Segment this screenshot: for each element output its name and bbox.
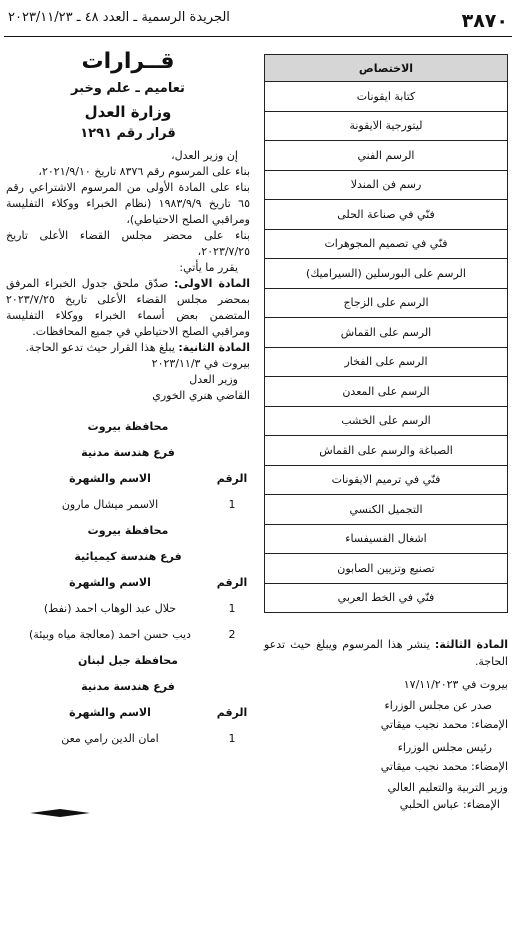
expert-section [6,648,250,752]
prime-minister-title: رئيس مجلس الوزراء [397,741,492,754]
list-header [6,700,250,726]
col-number: الرقم [216,576,248,589]
article-2 [6,340,250,356]
entry-number: 1 [228,602,236,615]
governorate-title: محافظة بيروت [87,420,169,433]
preamble-2: بناء على المرسوم رقم ٨٣٧٦ تاريخ ٢٠٢١/٩/١٠، [38,165,250,178]
list-header [6,570,250,596]
preamble-1: إن وزير العدل، [171,149,238,162]
signature-3: الإمضاء: عباس الحلبي [399,798,500,811]
article-1-label: المادة الاولى: [174,277,250,290]
article-2-text: يبلغ هذا القرار حيث تدعو الحاجة. [25,341,175,354]
issued-by: صدر عن مجلس الوزراء [384,699,492,712]
article-3-text: ينشر هذا المرسوم ويبلغ حيث تدعو الحاجة. [264,638,508,668]
section-subtitle: تعاميم ـ علم وخبر [71,81,185,96]
table-row: التجميل الكنسي [265,495,508,525]
entry-number: 1 [228,732,236,745]
signer-name: القاضي هنري الخوري [152,389,250,402]
entry-name: ديب حسن احمد (معالجة مياه وبيئة) [29,628,191,641]
preamble-4: بناء على محضر مجلس القضاء الأعلى تاريخ ٢٠٢٣/٧/٢٥، [6,229,250,258]
table-row: ليتورجية الايقونة [265,111,508,141]
entry-number: 1 [228,498,236,511]
section-title: قــرارات [81,49,175,74]
ministry-title: وزارة العدل [84,103,172,121]
specialty-table [264,54,508,613]
list-header [6,466,250,492]
decree-closing [264,636,508,813]
decision-date: بيروت في ٢٠٢٣/١١/٣ [151,357,250,370]
table-row: فنّي في تصميم المجوهرات [265,229,508,259]
field-title: فرع هندسة مدنية [81,680,175,693]
field-title: فرع هندسة مدنية [81,446,175,459]
list-item [6,726,250,752]
article-3 [264,636,508,670]
article-1-text: صدّق ملحق جدول الخبراء المرفق بمحضر مجلس القضاء الأعلى تاريخ ٢٠٢٣/٧/٢٥ المتضمن بعض أسماء الخبراء ووكلاء التفليسة ومراقبي الصلح الاحتياطي في جميع المحافظات. [6,277,250,338]
table-header: الاختصاص [265,55,508,82]
page-header [0,0,516,40]
table-row: تصنيع وتزيين الصابون [265,554,508,584]
table-row: الرسم على الخشب [265,406,508,436]
minister-title: وزير التربية والتعليم العالي [387,781,508,794]
header-rule [4,36,512,37]
entry-number: 2 [228,628,236,641]
entry-name: الاسمر ميشال مارون [61,498,159,511]
col-name: الاسم والشهرة [69,576,151,589]
table-row: الرسم على البورسلين (السيراميك) [265,259,508,289]
article-3-label: المادة الثالثة: [434,638,509,651]
resolves: يقرر ما يأتي: [179,261,238,274]
decision-number: قرار رقم ١٢٩١ [80,126,176,141]
table-row: الرسم الفني [265,141,508,171]
governorate-title: محافظة جبل لبنان [78,654,178,667]
entry-name: امان الدين رامي معن [61,732,159,745]
col-name: الاسم والشهرة [69,706,151,719]
end-ornament-icon [30,808,90,818]
list-item [6,596,250,622]
signature-1: الإمضاء: محمد نجيب ميقاتي [380,718,508,731]
minister-of-justice: وزير العدل [189,373,238,386]
col-number: الرقم [216,706,248,719]
preamble-3: بناء على المادة الأولى من المرسوم الاشتراعي رقم ٦٥ تاريخ ١٩٨٣/٩/٩ (نظام الخبراء ووكلاء التفليسة ومراقبي الصلح الاحتياطي)، [6,181,250,226]
table-row: رسم فن المندلا [265,170,508,200]
article-2-label: المادة الثانية: [178,341,250,354]
decree-date: بيروت في ١٧/١١/٢٠٢٣ [403,678,508,691]
table-row: فنّي في الخط العربي [265,583,508,613]
field-title: فرع هندسة كيميائية [74,550,182,563]
table-row: الصباغة والرسم على القماش [265,436,508,466]
page-number: ٣٨٧٠ [461,10,508,32]
table-row: كتابة ايقونات [265,82,508,112]
list-item [6,492,250,518]
list-item [6,622,250,648]
article-1 [6,276,250,340]
governorate-title: محافظة بيروت [87,524,169,537]
gazette-title: الجريدة الرسمية ـ العدد ٤٨ ـ ٢٠٢٣/١١/٢٣ [8,10,230,25]
left-column [6,46,250,752]
table-row: الرسم على الفخار [265,347,508,377]
entry-name: حلال عبد الوهاب احمد (نفط) [43,602,177,615]
table-row: الرسم على القماش [265,318,508,348]
table-row: الرسم على الزجاج [265,288,508,318]
col-number: الرقم [216,472,248,485]
table-row: الرسم على المعدن [265,377,508,407]
table-row: اشغال الفسيفساء [265,524,508,554]
table-row: فنّي في ترميم الايقونات [265,465,508,495]
expert-section [6,518,250,648]
col-name: الاسم والشهرة [69,472,151,485]
signature-2: الإمضاء: محمد نجيب ميقاتي [380,760,508,773]
expert-section [6,414,250,518]
table-row: فنّي في صناعة الحلى [265,200,508,230]
